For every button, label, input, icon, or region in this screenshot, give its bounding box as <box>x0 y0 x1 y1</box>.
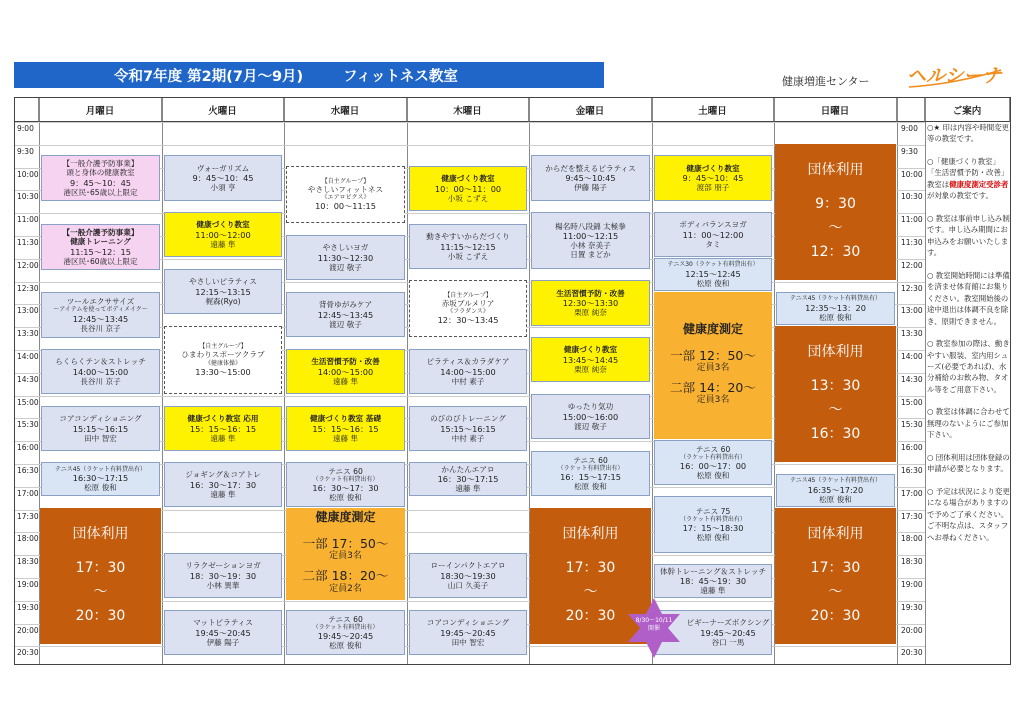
class-block[interactable]: からだを整えるピラティス 9:45～10:45 伊藤 陽子 <box>531 155 650 201</box>
day-header-thu: 木曜日 <box>407 98 529 122</box>
health-check-block[interactable]: 健康度測定 一部 12：50～ 定員3名 二部 14：20～ 定員3名 <box>654 292 772 439</box>
time-label: 13:00 <box>17 306 39 316</box>
day-header-wed: 水曜日 <box>284 98 407 122</box>
time-label: 11:30 <box>17 238 39 247</box>
class-block[interactable]: マットピラティス 19:45～20:45 伊藤 陽子 <box>164 610 282 655</box>
class-block[interactable]: 動きやすいからだづくり 11:15～12:15 小坂 こずえ <box>409 224 527 269</box>
time-label: 9:30 <box>17 146 34 156</box>
note-item: ○ 教室開始時間には準備を済ませ体育館にお集りください。教室開始後の途中退出は体調不良を除き、原則できません。 <box>927 270 1010 326</box>
corner-cell <box>15 98 39 122</box>
note-item: ○ 予定は状況により変更になる場合がありますので予めご了承ください。ご不明な点は、スタッフへお尋ねください。 <box>927 486 1010 542</box>
time-label: 12:00 <box>901 260 923 270</box>
time-label: 13:30 <box>901 329 923 339</box>
class-block[interactable]: やさしいピラティス 12:15～13:15 梶森(Ryo) <box>164 269 282 314</box>
class-block[interactable]: のびのびトレーニング 15:15～16:15 中村 素子 <box>409 406 527 451</box>
class-block[interactable]: テニス45（ラケット有料貸出有） 16:30～17:15 松原 俊和 <box>41 462 160 496</box>
class-block[interactable]: ヴォーガリズム 9：45～10：45 小須 亨 <box>164 155 282 201</box>
class-block[interactable]: テニス45（ラケット有料貸出有） 16:35～17:20 松原 俊和 <box>776 474 895 507</box>
class-block[interactable]: 背骨ゆがみケア 12:45～13:45 渡辺 敬子 <box>286 292 405 337</box>
time-label: 20:30 <box>901 648 923 658</box>
time-label: 15:30 <box>17 420 39 430</box>
time-label: 9:00 <box>901 124 918 133</box>
time-label: 19:00 <box>901 580 923 589</box>
group-use-block[interactable]: 団体利用 9：30 ～ 12：30 <box>775 144 896 280</box>
time-label: 18:00 <box>17 534 39 544</box>
note-item: ○ 団体利用は団体登録の申請が必要となります。 <box>927 452 1010 474</box>
class-block[interactable]: テニス 60 （ラケット有料貸出有） 19:45～20:45 松原 俊和 <box>286 610 405 655</box>
class-block[interactable]: テニス 60 （ラケット有料貸出有） 16：00～17：00 松原 俊和 <box>654 440 772 485</box>
time-label: 9:30 <box>901 146 918 156</box>
time-label: 17:00 <box>17 488 39 498</box>
class-block[interactable]: 【自主グループ】 やさしいフィットネス 《エアロビクス》 10：00～11:15 <box>286 166 405 223</box>
class-block[interactable]: テニス 75 （ラケット有料貸出有） 17：15～18:30 松原 俊和 <box>654 496 772 553</box>
time-label: 15:00 <box>901 397 923 407</box>
time-label: 15:00 <box>17 397 39 407</box>
time-label: 12:30 <box>901 283 923 293</box>
class-block[interactable]: 【自主グループ】 ひまわりスポーツクラブ 《健康体操》 13:30～15:00 <box>164 326 282 394</box>
time-label: 17:30 <box>17 511 39 521</box>
note-item: ○「健康づくり教室」「生活習慣予防・改善」教室は健康度測定受診者が対象の教室です。 <box>927 156 1009 201</box>
time-label: 9:00 <box>17 124 34 133</box>
time-label: 10:00 <box>901 169 923 179</box>
time-label: 18:00 <box>901 534 923 544</box>
time-label: 16:30 <box>17 466 39 475</box>
class-block[interactable]: 生活習慣予防・改善 12:30～13:30 栗原 純奈 <box>531 280 650 326</box>
time-label: 12:00 <box>17 260 39 270</box>
time-label: 14:00 <box>901 352 923 361</box>
class-block[interactable]: リラクゼーションヨガ 18：30～19：30 小林 異華 <box>164 553 282 598</box>
class-block[interactable]: ビギーナーズボクシング 19:45～20:45 谷口 一馬 <box>654 610 772 655</box>
class-block[interactable]: テニス30（ラケット有料貸出有） 12:15～12:45 松原 俊和 <box>654 258 772 291</box>
col-divider <box>407 98 408 664</box>
class-block[interactable]: テニス 60 （ラケット有料貸出有） 16：30～17：30 松原 俊和 <box>286 462 405 507</box>
class-block[interactable]: 【一般介護予防事業】 頭と身体の健康教室 9：45～10：45 港区民･65歳以上限定 <box>41 155 160 201</box>
class-block[interactable]: ローインパクトエアロ 18:30～19:30 山口 久美子 <box>409 553 527 598</box>
time-label: 10:00 <box>17 169 39 179</box>
time-label: 16:00 <box>901 443 923 453</box>
note-item: ○ 教室参加の際は、動きやすい服装、室内用シューズ(必要であれば)、水分補給のお飲み物、タオル等をご用意下さい。 <box>927 339 1010 394</box>
group-use-block[interactable]: 団体利用 17：30 ～ 20：30 <box>40 508 161 644</box>
class-block[interactable]: らくらくテン＆ストレッチ 14:00～15:00 長谷川 京子 <box>41 349 160 394</box>
class-block[interactable]: ゆったり気功 15:00～16:00 渡辺 敬子 <box>531 394 650 439</box>
time-label: 17:00 <box>901 488 923 498</box>
class-block[interactable]: コアコンディショニング 15:15～16:15 田中 智宏 <box>41 406 160 451</box>
day-header-tue: 火曜日 <box>162 98 284 122</box>
day-header-sun: 日曜日 <box>774 98 897 122</box>
time-label: 12:30 <box>17 283 39 293</box>
class-block[interactable]: ピラティス＆カラダケア 14:00～15:00 中村 素子 <box>409 349 527 394</box>
time-label: 13:00 <box>901 306 923 316</box>
time-label: 18:30 <box>17 557 39 567</box>
page-title: 令和7年度 第2期(7月～9月) <box>114 68 304 85</box>
time-label: 19:30 <box>17 602 39 612</box>
time-label: 16:00 <box>17 443 39 453</box>
time-label: 14:30 <box>901 374 923 384</box>
class-block[interactable]: 楊名時八段錦 太極拳 11:00～12:15 小林 奈美子 日置 まどか <box>531 212 650 269</box>
class-block[interactable]: 【自主グループ】 赤坂ブルメリア 《フラダンス》 12：30～13:45 <box>409 280 527 337</box>
time-label: 20:00 <box>17 625 39 635</box>
class-block[interactable]: ツールエクササイズ ～アイテムを使ってボディメイク～ 12:45～13:45 長谷川 京子 <box>41 292 160 338</box>
time-label: 13:30 <box>17 329 39 339</box>
time-label: 20:30 <box>17 648 39 658</box>
note-item: ○ 教室は事前申し込み制です。申し込み期間にお申込みをお願いいたします。 <box>927 213 1010 258</box>
class-block[interactable]: コアコンディショニング 19:45～20:45 田中 智宏 <box>409 610 527 655</box>
class-block[interactable]: テニス45（ラケット有料貸出有） 12:35～13：20 松原 俊和 <box>776 292 895 325</box>
time-label: 11:00 <box>17 215 39 225</box>
day-header-fri: 金曜日 <box>529 98 652 122</box>
day-header-sat: 土曜日 <box>652 98 774 122</box>
time-label: 10:30 <box>901 192 923 202</box>
group-use-block[interactable]: 団体利用 17：30 ～ 20：30 <box>775 508 896 644</box>
class-block[interactable]: 健康づくり教室 11:00～12:00 遠藤 隼 <box>164 212 282 257</box>
class-block[interactable]: テニス 60 （ラケット有料貸出有） 16：15～17:15 松原 俊和 <box>531 451 650 496</box>
col-divider <box>925 98 926 664</box>
logo-text: ヘルシーナ <box>907 65 1002 87</box>
class-block[interactable]: ジョギング＆コアトレ 16：30～17：30 遠藤 隼 <box>164 462 282 507</box>
time-label: 19:30 <box>901 602 923 612</box>
time-label: 14:00 <box>17 352 39 361</box>
page-subtitle: フィットネス教室 <box>343 68 458 85</box>
time-label: 18:30 <box>901 557 923 567</box>
class-block[interactable]: 健康づくり教室 9：45～10：45 渡部 朋子 <box>654 155 772 201</box>
notes-header: ご案内 <box>925 98 1010 122</box>
schedule-grid <box>14 97 1011 665</box>
col-divider <box>652 98 653 664</box>
class-block[interactable]: やさしいヨガ 11:30～12:30 渡辺 敬子 <box>286 235 405 280</box>
class-block[interactable]: 健康づくり教室 基礎 15：15～16：15 遠藤 隼 <box>286 406 405 451</box>
class-block[interactable]: 健康づくり教室 13:45～14:45 栗原 純奈 <box>531 337 650 382</box>
time-gridline <box>15 122 925 123</box>
star-badge-text: 8/30～10/11 開催 <box>635 617 673 632</box>
time-label: 14:30 <box>17 374 39 384</box>
time-label: 11:00 <box>901 215 923 225</box>
class-block[interactable]: 健康づくり教室 応用 15：15～16：15 遠藤 隼 <box>164 406 282 451</box>
time-label: 16:30 <box>901 466 923 475</box>
title-bar <box>14 62 604 88</box>
note-item: ○ 教室は体調に合わせて無理のないようにご参加下さい。 <box>927 407 1010 440</box>
class-block[interactable]: 体幹トレーニング＆ストレッチ 18：45～19：30 遠藤 隼 <box>654 564 772 598</box>
center-name: 健康増進センター <box>782 75 870 88</box>
healthina-logo <box>905 60 1003 90</box>
col-divider <box>897 98 898 664</box>
time-label: 15:30 <box>901 420 923 430</box>
time-label: 17:30 <box>901 511 923 521</box>
class-block[interactable]: 健康づくり教室 10：00～11：00 小坂 こずえ <box>409 166 527 211</box>
col-divider <box>284 98 285 664</box>
time-label: 10:30 <box>17 192 39 202</box>
note-item: ○★ 印は内容や時間変更等の教室です。 <box>927 123 1009 144</box>
group-use-block[interactable]: 団体利用 17：30 ～ 20：30 <box>530 508 651 644</box>
time-label: 19:00 <box>17 580 39 589</box>
class-block[interactable]: 【一般介護予防事業】 健康トレーニング 11:15～12：15 港区民･60歳以上限定 <box>41 224 160 270</box>
class-block[interactable]: かんたんエアロ 16：30～17:15 遠藤 隼 <box>409 462 527 496</box>
time-label: 11:30 <box>901 238 923 247</box>
notes-column <box>927 122 1011 554</box>
health-check-block[interactable]: 健康度測定 一部 17：50～ 定員3名 二部 18：20～ 定員2名 <box>286 508 405 600</box>
class-block[interactable]: ボディバランスヨガ 11：00～12:00 タミ <box>654 212 772 257</box>
day-header-mon: 月曜日 <box>39 98 162 122</box>
time-label: 20:00 <box>901 625 923 635</box>
class-block[interactable]: 生活習慣予防・改善 14:00～15:00 遠藤 隼 <box>286 349 405 394</box>
group-use-block[interactable]: 団体利用 13：30 ～ 16：30 <box>775 326 896 462</box>
col-divider <box>162 98 163 664</box>
corner-cell <box>897 98 925 122</box>
